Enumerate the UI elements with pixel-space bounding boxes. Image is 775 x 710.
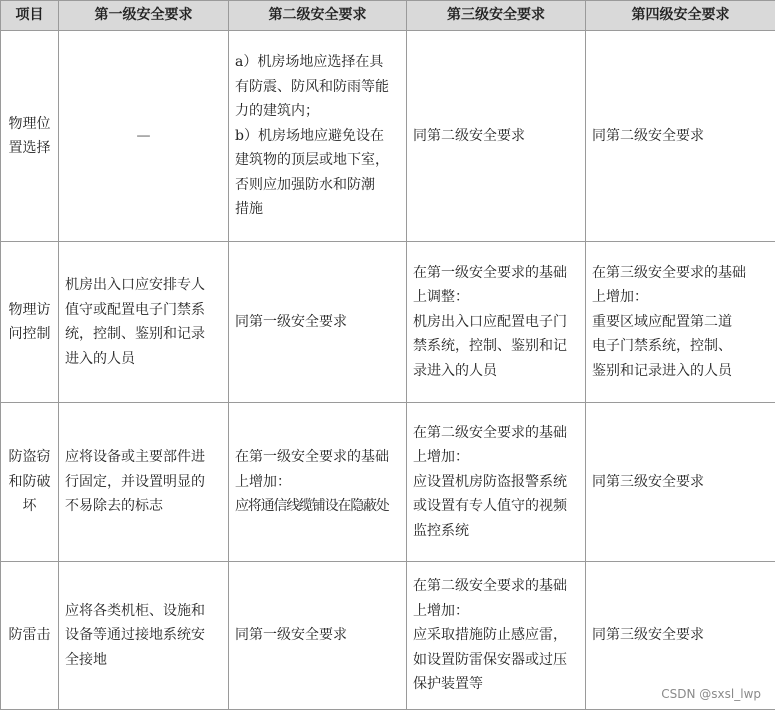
- watermark: CSDN @sxsl_lwp: [659, 687, 763, 701]
- level-1-cell: [59, 403, 229, 562]
- cell-line: 上增加：: [235, 470, 400, 495]
- header-item: 项目: [1, 1, 59, 31]
- cell-line: 机房出入口应安排专人: [65, 273, 222, 298]
- level-2-cell: [229, 242, 407, 403]
- cell-line: 力的建筑内；: [235, 99, 400, 124]
- item-line: 防雷击: [4, 623, 55, 648]
- cell-line: 否则应加强防水和防潮: [235, 173, 400, 198]
- item-line: 置选择: [4, 136, 55, 161]
- level-1-cell: [59, 242, 229, 403]
- level-2-cell: [229, 562, 407, 710]
- cell-line: 在第一级安全要求的基础: [413, 261, 579, 286]
- cell-line: 保护装置等: [413, 672, 579, 697]
- item-line: 防盗窃: [4, 445, 55, 470]
- cell-line: 同第二级安全要求: [413, 124, 579, 149]
- cell-line: 禁系统，控制、鉴别和记: [413, 334, 579, 359]
- cell-line: 上增加：: [413, 599, 579, 624]
- cell-line: 在第二级安全要求的基础: [413, 574, 579, 599]
- table-row-physical-location: [1, 31, 775, 242]
- cell-line: 同第三级安全要求: [592, 470, 769, 495]
- level-4-cell: [586, 403, 775, 562]
- header-level-4: 第四级安全要求: [586, 1, 775, 31]
- cell-line: 应设置机房防盗报警系统: [413, 470, 579, 495]
- level-3-cell: [407, 242, 586, 403]
- cell-line: 应将通信线缆铺设在隐蔽处: [235, 494, 400, 519]
- cell-line: 电子门禁系统，控制、: [592, 334, 769, 359]
- level-2-cell: [229, 31, 407, 242]
- cell-line: 行固定，并设置明显的: [65, 470, 222, 495]
- cell-line: 同第一级安全要求: [235, 310, 400, 335]
- cell-line: 重要区域应配置第二道: [592, 310, 769, 335]
- cell-line: 统，控制、鉴别和记录: [65, 322, 222, 347]
- cell-line: 监控系统: [413, 519, 579, 544]
- item-line: 物理访: [4, 298, 55, 323]
- cell-line: 同第三级安全要求: [592, 623, 769, 648]
- item-line: 坏: [4, 494, 55, 519]
- level-3-cell: [407, 403, 586, 562]
- level-3-cell: [407, 562, 586, 710]
- cell-line: 录进入的人员: [413, 359, 579, 384]
- level-4-cell: [586, 242, 775, 403]
- header-row: [1, 1, 775, 31]
- cell-line: 上增加：: [592, 285, 769, 310]
- table-row-physical-access-control: [1, 242, 775, 403]
- header-level-3: 第三级安全要求: [407, 1, 586, 31]
- level-3-cell: [407, 31, 586, 242]
- cell-line: a）机房场地应选择在具: [235, 50, 400, 75]
- cell-line: 上增加：: [413, 445, 579, 470]
- cell-line: 应将设备或主要部件进: [65, 445, 222, 470]
- cell-line: 或设置有专人值守的视频: [413, 494, 579, 519]
- cell-line: 同第一级安全要求: [235, 623, 400, 648]
- level-2-cell: [229, 403, 407, 562]
- cell-line: 值守或配置电子门禁系: [65, 298, 222, 323]
- item-line: 物理位: [4, 112, 55, 137]
- cell-line: 如设置防雷保安器或过压: [413, 648, 579, 673]
- level-1-cell: —: [59, 31, 229, 242]
- cell-line: b）机房场地应避免设在: [235, 124, 400, 149]
- cell-line: 设备等通过接地系统安: [65, 623, 222, 648]
- cell-line: 在第一级安全要求的基础: [235, 445, 400, 470]
- cell-line: 上调整：: [413, 285, 579, 310]
- cell-line: 应采取措施防止感应雷，: [413, 623, 579, 648]
- level-1-cell: [59, 562, 229, 710]
- item-cell: [1, 403, 59, 562]
- cell-line: 在第二级安全要求的基础: [413, 421, 579, 446]
- item-line: 和防破: [4, 470, 55, 495]
- item-cell: [1, 31, 59, 242]
- cell-line: 全接地: [65, 648, 222, 673]
- header-level-1: 第一级安全要求: [59, 1, 229, 31]
- cell-line: 机房出入口应配置电子门: [413, 310, 579, 335]
- level-4-cell: [586, 31, 775, 242]
- item-cell: [1, 562, 59, 710]
- cell-line: 在第三级安全要求的基础: [592, 261, 769, 286]
- cell-line: 进入的人员: [65, 347, 222, 372]
- cell-line: 不易除去的标志: [65, 494, 222, 519]
- table-row-anti-theft: [1, 403, 775, 562]
- cell-line: 有防震、防风和防雨等能: [235, 75, 400, 100]
- header-level-2: 第二级安全要求: [229, 1, 407, 31]
- cell-line: 同第二级安全要求: [592, 124, 769, 149]
- cell-line: 措施: [235, 197, 400, 222]
- item-cell: [1, 242, 59, 403]
- cell-line: 应将各类机柜、设施和: [65, 599, 222, 624]
- cell-line: 建筑物的顶层或地下室，: [235, 148, 400, 173]
- cell-line: 鉴别和记录进入的人员: [592, 359, 769, 384]
- item-line: 问控制: [4, 322, 55, 347]
